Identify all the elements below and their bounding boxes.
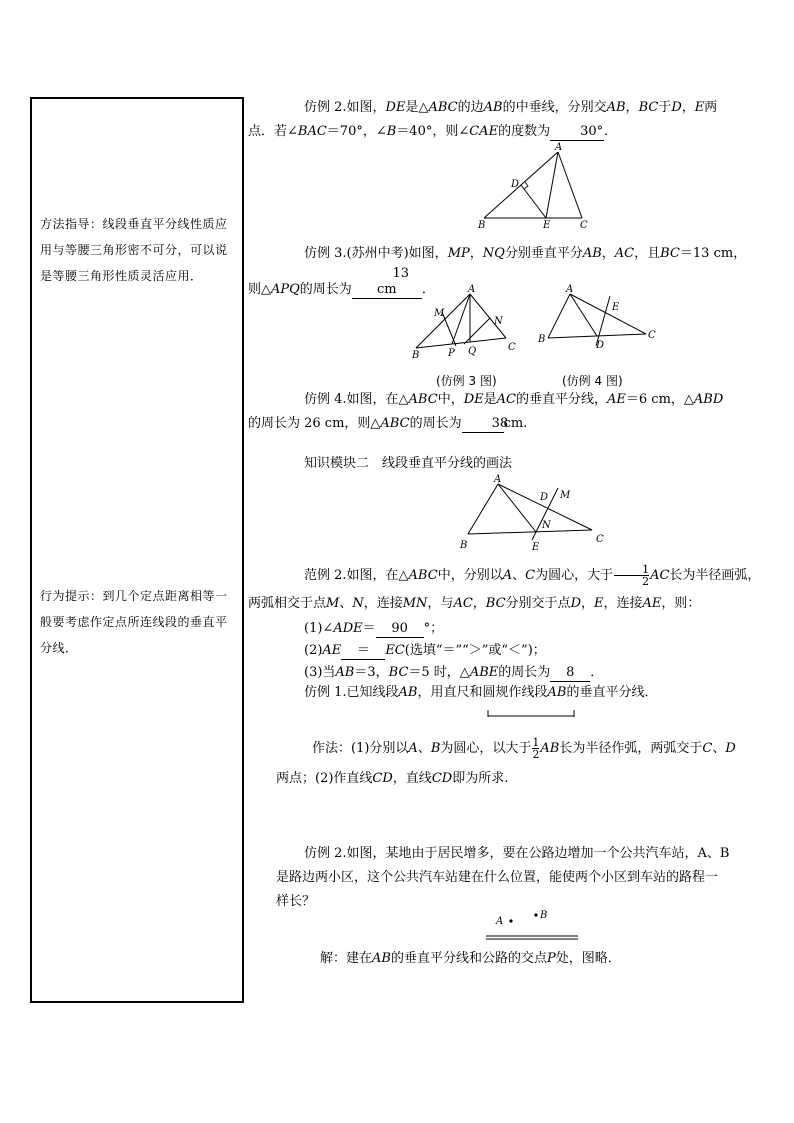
solution: 解：建在AB的垂直平分线和公路的交点P处，图略． (320, 951, 621, 966)
svg-text:A: A (468, 284, 476, 295)
svg-text:A: A (555, 142, 563, 153)
svg-text:N: N (494, 316, 503, 327)
svg-text:B: B (478, 220, 486, 231)
method-note: 方法指导：线段垂直平分线性质应用与等腰三角形密不可分，可以说是等腰三角形性质灵活应用． (40, 217, 228, 283)
answer-blank: 8 (550, 665, 590, 682)
svg-text:Q: Q (468, 346, 477, 357)
svg-text:D: D (511, 179, 520, 190)
svg-text:E: E (612, 302, 620, 313)
model-example-2: 范例 2.如图，在△ABC中，分别以A、C为圆心，大于 $\frac{1}{2}$ AC长为半径画弧， 两弧相交于点M、N，连接MN，与AC，BC分别交于点D，E，连接AE，则： (248, 563, 761, 611)
caption-fig4: (仿例 4 图) (562, 374, 623, 388)
svg-text:C: C (580, 220, 588, 231)
svg-text:M: M (434, 308, 445, 319)
answer-blank: 38 (462, 416, 504, 433)
svg-text:E: E (543, 220, 551, 231)
road-figure (484, 908, 584, 944)
module-2-title: 知识模块二 线段垂直平分线的画法 (304, 456, 513, 471)
svg-text:E: E (532, 542, 540, 553)
svg-text:B: B (460, 540, 468, 551)
fraction-half: $\frac{1}{2}$ (532, 736, 540, 761)
svg-text:D: D (596, 340, 605, 351)
svg-text:A: A (496, 916, 504, 927)
svg-text:M: M (560, 490, 571, 501)
action-note: 行为提示：到几个定点距离相等一般要考虑作定点所连线段的垂直平分线． (40, 589, 228, 655)
fraction-half: $\frac{1}{2}$ (614, 564, 649, 587)
svg-text:B: B (540, 910, 548, 921)
example-3: 仿例 3.(苏州中考)如图，MP，NQ分别垂直平分AB，AC，且BC＝13 cm， 则△APQ的周长为13 cm ． (248, 246, 747, 297)
svg-text:C: C (508, 342, 516, 353)
construction-method: 作法：(1)分别以A、B为圆心，以大于 $\frac{1}{2}$ AB长为半径作弧，两弧交于C、D 两点；(2)作直线CD，直线CD即为所求. (276, 736, 736, 786)
answer-blank: 30° (550, 124, 604, 141)
figure-3 (414, 286, 524, 362)
question-3: (3)当AB＝3，BC＝5 时，△ABE的周长为 8 ． (304, 665, 604, 680)
svg-text:D: D (540, 492, 549, 503)
question-2: (2)AE ＝ EC(选填“＝”“＞”或“＜”)； (304, 643, 546, 658)
example-1: 仿例 1.已知线段AB，用直尺和圆规作线段AB的垂直平分线． (304, 685, 658, 700)
example-2-bus-station: 仿例 2.如图，某地由于居民增多，要在公路边增加一个公共汽车站，A、B 是路边两小区，这个公共汽车站建在什么位置，能使两个小区到车站的路程一 样长？ (276, 846, 730, 909)
example-2: 仿例 2.如图，DE是△ABC的边AB的中垂线，分别交AB，BC于D，E两 点．若∠BAC＝70°，∠B＝40°，则∠CAE的度数为 30°． (248, 100, 718, 139)
caption-fig3: (仿例 3 图) (436, 374, 497, 388)
svg-text:C: C (596, 534, 604, 545)
figure-4 (538, 284, 656, 362)
figure-model-2 (462, 472, 622, 556)
answer-blank: 90 (376, 621, 424, 638)
answer-blank: ＝ (341, 643, 385, 660)
svg-text:A: A (494, 474, 502, 485)
svg-text:P: P (448, 348, 455, 359)
svg-text:B: B (412, 350, 420, 361)
question-1: (1)∠ADE＝ 90 °； (304, 621, 444, 636)
svg-text:C: C (648, 330, 656, 341)
sidebar-box (30, 97, 244, 1003)
svg-text:B: B (538, 334, 546, 345)
figure-example-2 (478, 142, 602, 232)
answer-blank: 13 cm (352, 266, 422, 299)
example-4: 仿例 4.如图，在△ABC中，DE是AC的垂直平分线，AE＝6 cm，△ABD 的周长为 26 cm，则△ABC的周长为 38cm. (248, 392, 724, 431)
svg-text:N: N (542, 520, 551, 531)
segment-ab-figure (486, 708, 578, 720)
svg-text:A: A (566, 284, 574, 295)
